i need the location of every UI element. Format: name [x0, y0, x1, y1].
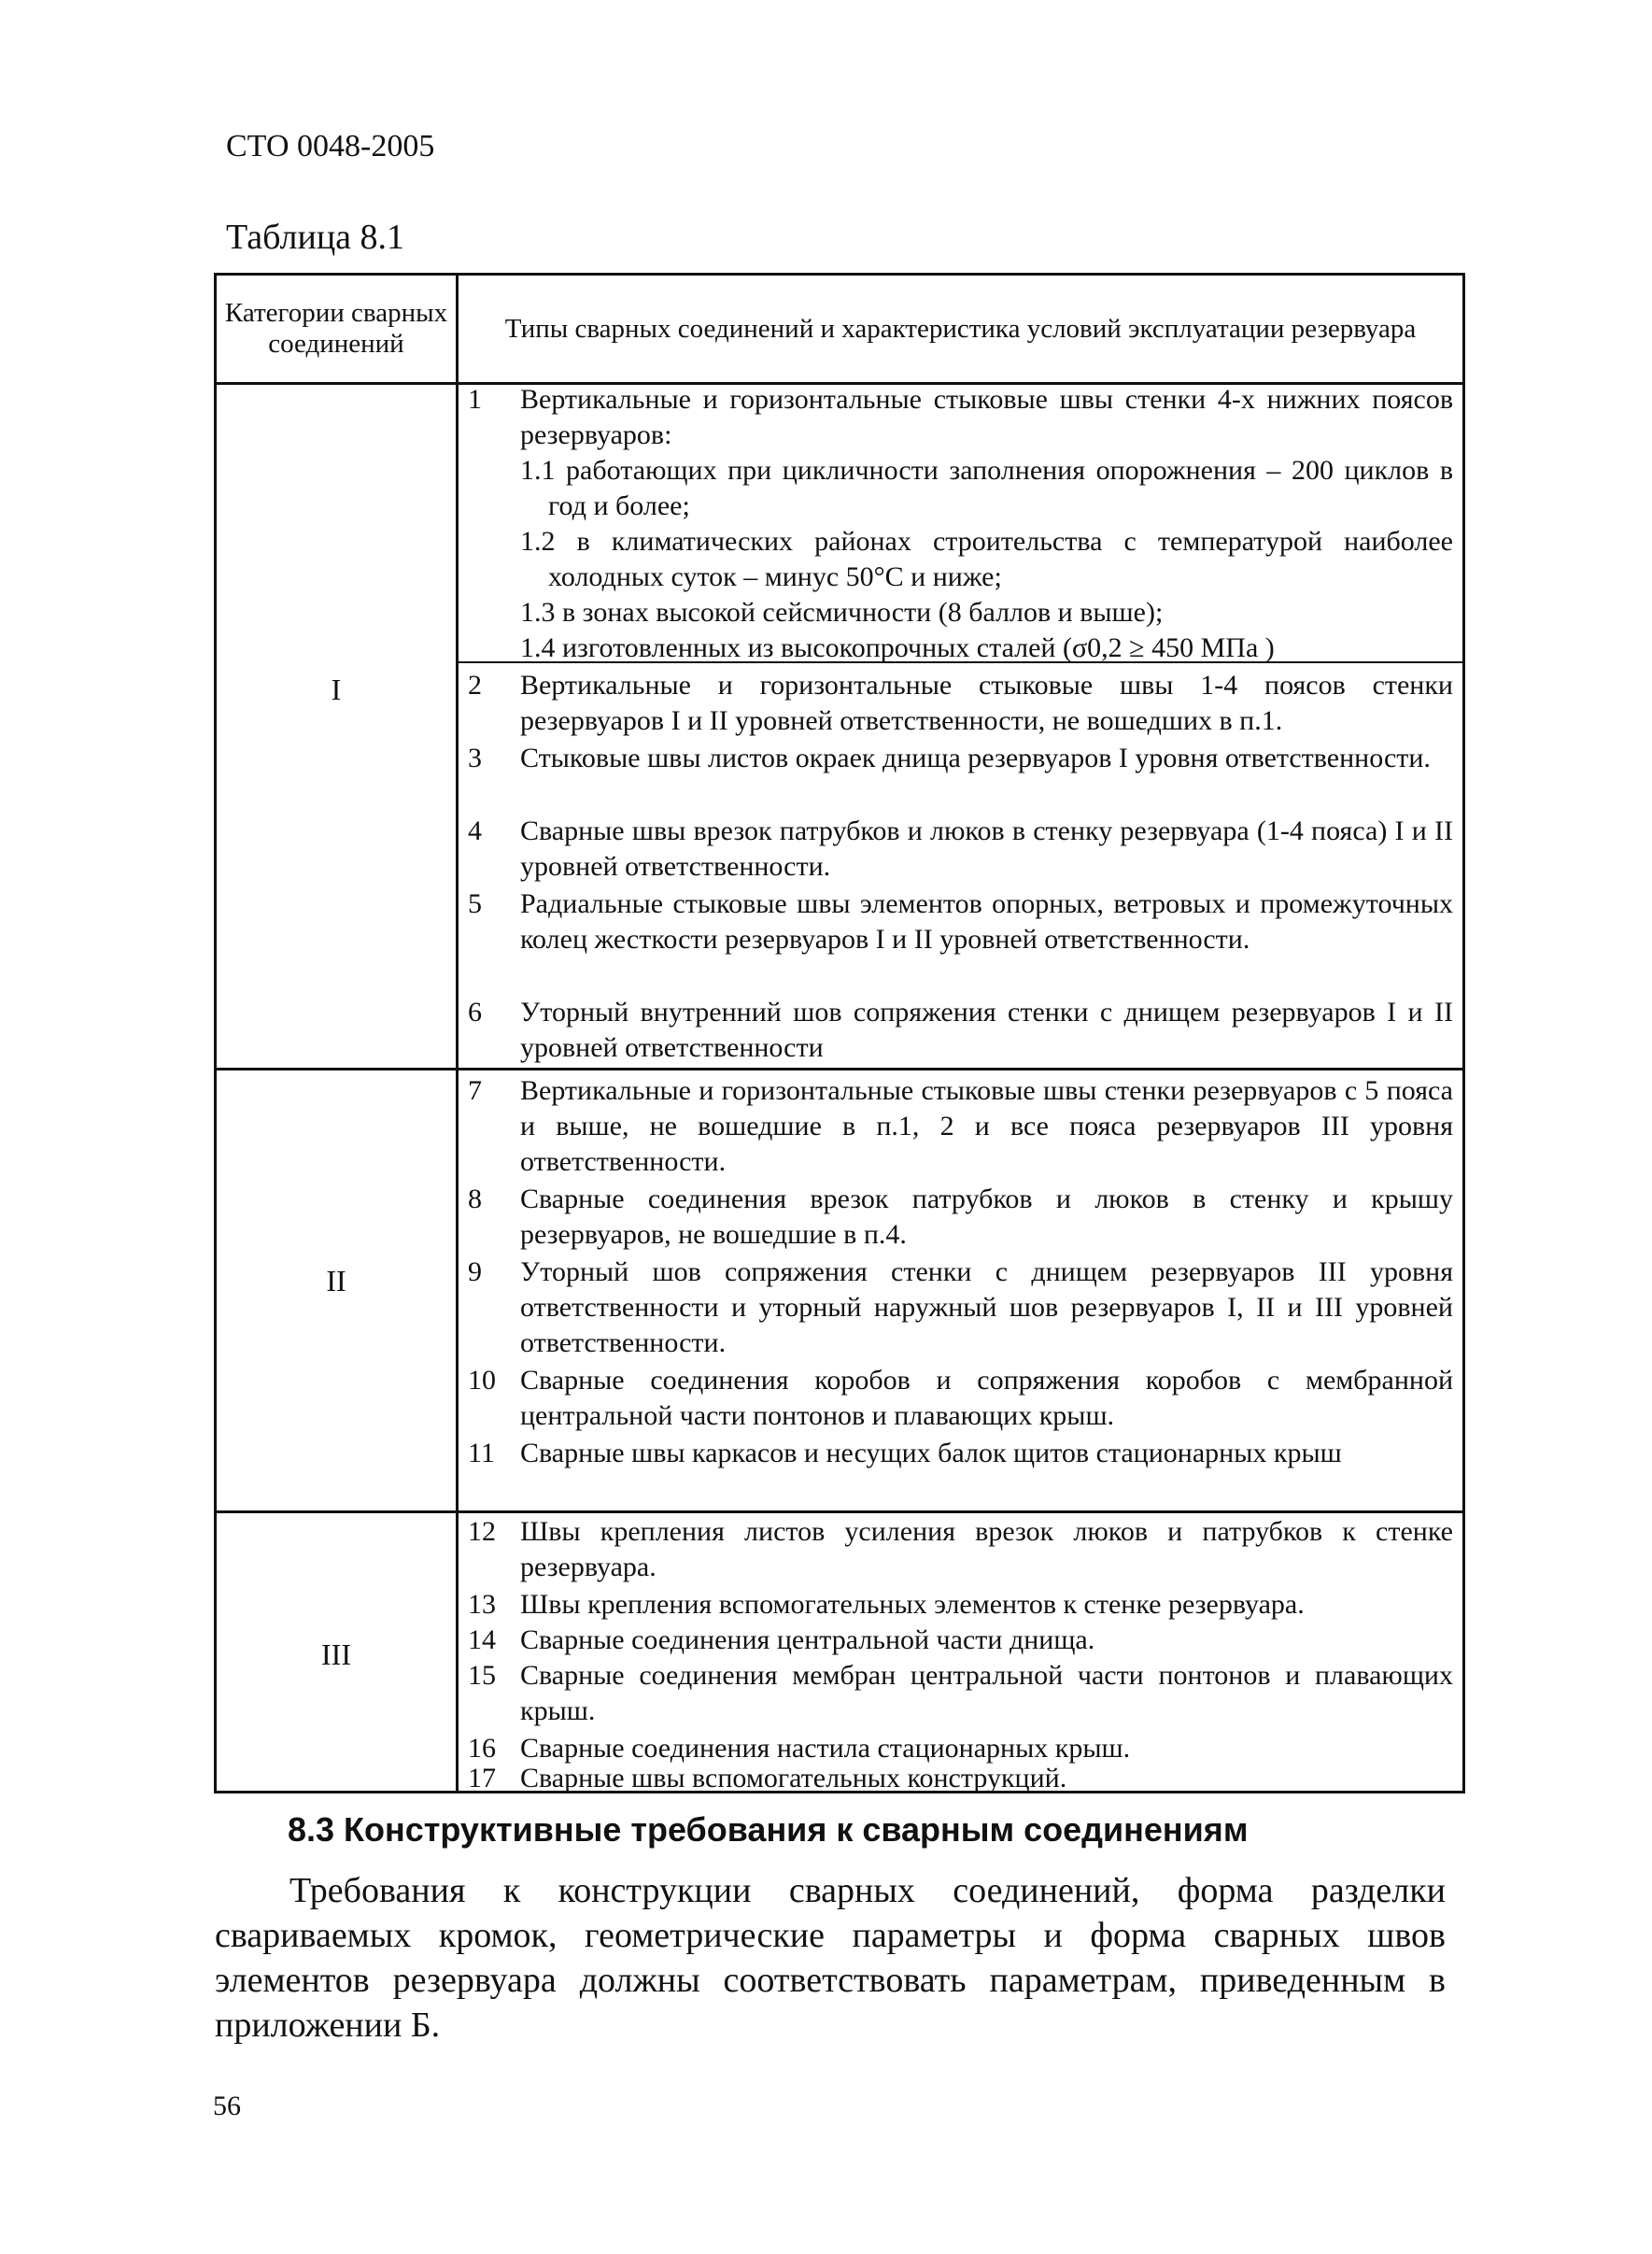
row-text: Швы крепления листов усиления врезок люков и патрубков к стенке резервуара. [520, 1516, 1453, 1582]
table-row [459, 382, 1462, 663]
row-text: Радиальные стыковые швы элементов опорных, ветровых и промежуточных колец жесткости резервуаров I и II уровней ответственности. [520, 888, 1453, 955]
sub-item: 1.4 изготовленных из высокопрочных сталей (σ0,2 ≥ 450 МПа ) [520, 632, 1275, 663]
sub-item: 1.1 работающих при цикличности заполнения опорожнения – 200 циклов в год и более; [520, 455, 1453, 521]
section-heading: 8.3 Конструктивные требования к сварным соединениям [288, 1810, 1249, 1849]
category-label-II: II [326, 1264, 346, 1297]
row-number: 3 [468, 743, 482, 773]
sub-item: 1.2 в климатических районах строительства с температурой наиболее холодных суток – минус 50°С и ниже; [520, 526, 1453, 592]
row-number: 14 [468, 1624, 496, 1655]
row-number: 9 [468, 1256, 482, 1287]
body-paragraph: Требования к конструкции сварных соединений, форма разделки свариваемых кромок, геометрические параметры и форма сварных швов элементов резервуара должны соответствовать параметрам, приведенным в приложении Б. [215, 1871, 1446, 2045]
category-label-I: I [331, 673, 342, 706]
welds-table [214, 273, 1465, 1793]
row-number: 11 [468, 1438, 495, 1468]
row-text: Сварные соединения центральной части днища. [520, 1624, 1095, 1655]
row-number: 2 [468, 670, 482, 701]
table-header [217, 276, 1462, 385]
row-text: Стыковые швы листов окраек днища резервуаров I уровня ответственности. [520, 743, 1431, 773]
doc-code: СТО 0048-2005 [226, 129, 435, 163]
row-text: Сварные швы врезок патрубков и люков в стенку резервуара (1-4 пояса) I и II уровней ответственности. [520, 815, 1453, 882]
group-divider [217, 1068, 1462, 1070]
row-text: Сварные швы вспомогательных конструкций. [520, 1763, 1067, 1793]
row-text: Сварные соединения коробов и сопряжения коробов с мембранной центральной части понтонов и плавающих крыш. [520, 1365, 1453, 1431]
row-text: Швы крепления вспомогательных элементов к стенке резервуара. [520, 1589, 1305, 1620]
row-text: Вертикальные и горизонтальные стыковые швы стенки 4-х нижних поясов резервуаров: [520, 384, 1453, 450]
row-number: 13 [468, 1589, 496, 1620]
header-types: Типы сварных соединений и характеристика условий эксплуатации резервуара [504, 314, 1417, 344]
row-number: 16 [468, 1733, 496, 1764]
row-number: 4 [468, 815, 482, 846]
table-caption: Таблица 8.1 [226, 218, 405, 257]
row-text: Вертикальные и горизонтальные стыковые швы стенки резервуаров с 5 пояса и выше, не вошедшие в п.1, 2 и все пояса резервуаров III уровня ответственности. [520, 1075, 1453, 1177]
row-number: 10 [468, 1365, 496, 1396]
row-text: Сварные соединения мембран центральной части понтонов и плавающих крыш. [520, 1660, 1453, 1726]
row-text: Сварные соединения врезок патрубков и люков в стенку и крышу резервуаров, не вошедшие в п.4. [520, 1184, 1453, 1250]
row-text: Сварные соединения настила стационарных крыш. [520, 1733, 1131, 1764]
row-text: Вертикальные и горизонтальные стыковые швы 1-4 поясов стенки резервуаров I и II уровней ответственности, не вошедших в п.1. [520, 670, 1453, 736]
group-divider [217, 1510, 1462, 1513]
category-label-III: III [321, 1637, 351, 1671]
header-category: Категории сварных соединений [217, 276, 459, 382]
sub-item: 1.3 в зонах высокой сейсмичности (8 баллов и выше); [520, 597, 1164, 628]
page-number: 56 [213, 2091, 241, 2121]
row-number: 17 [468, 1763, 496, 1793]
row-text: Сварные швы каркасов и несущих балок щитов стационарных крыш [520, 1438, 1342, 1468]
row-number: 15 [468, 1660, 496, 1691]
row-text: Уторный шов сопряжения стенки с днищем резервуаров III уровня ответственности и уторный наружный шов резервуаров I, II и III уровней ответственности. [520, 1256, 1453, 1358]
row-number: 6 [468, 997, 482, 1028]
row-number: 8 [468, 1184, 482, 1214]
row-number: 7 [468, 1075, 482, 1106]
row-number: 12 [468, 1516, 496, 1547]
row-number: 1 [468, 384, 482, 415]
row-text: Уторный внутренний шов сопряжения стенки с днищем резервуаров I и II уровней ответственности [520, 997, 1453, 1063]
subgroup-divider [456, 661, 1462, 663]
row-number: 5 [468, 888, 482, 919]
